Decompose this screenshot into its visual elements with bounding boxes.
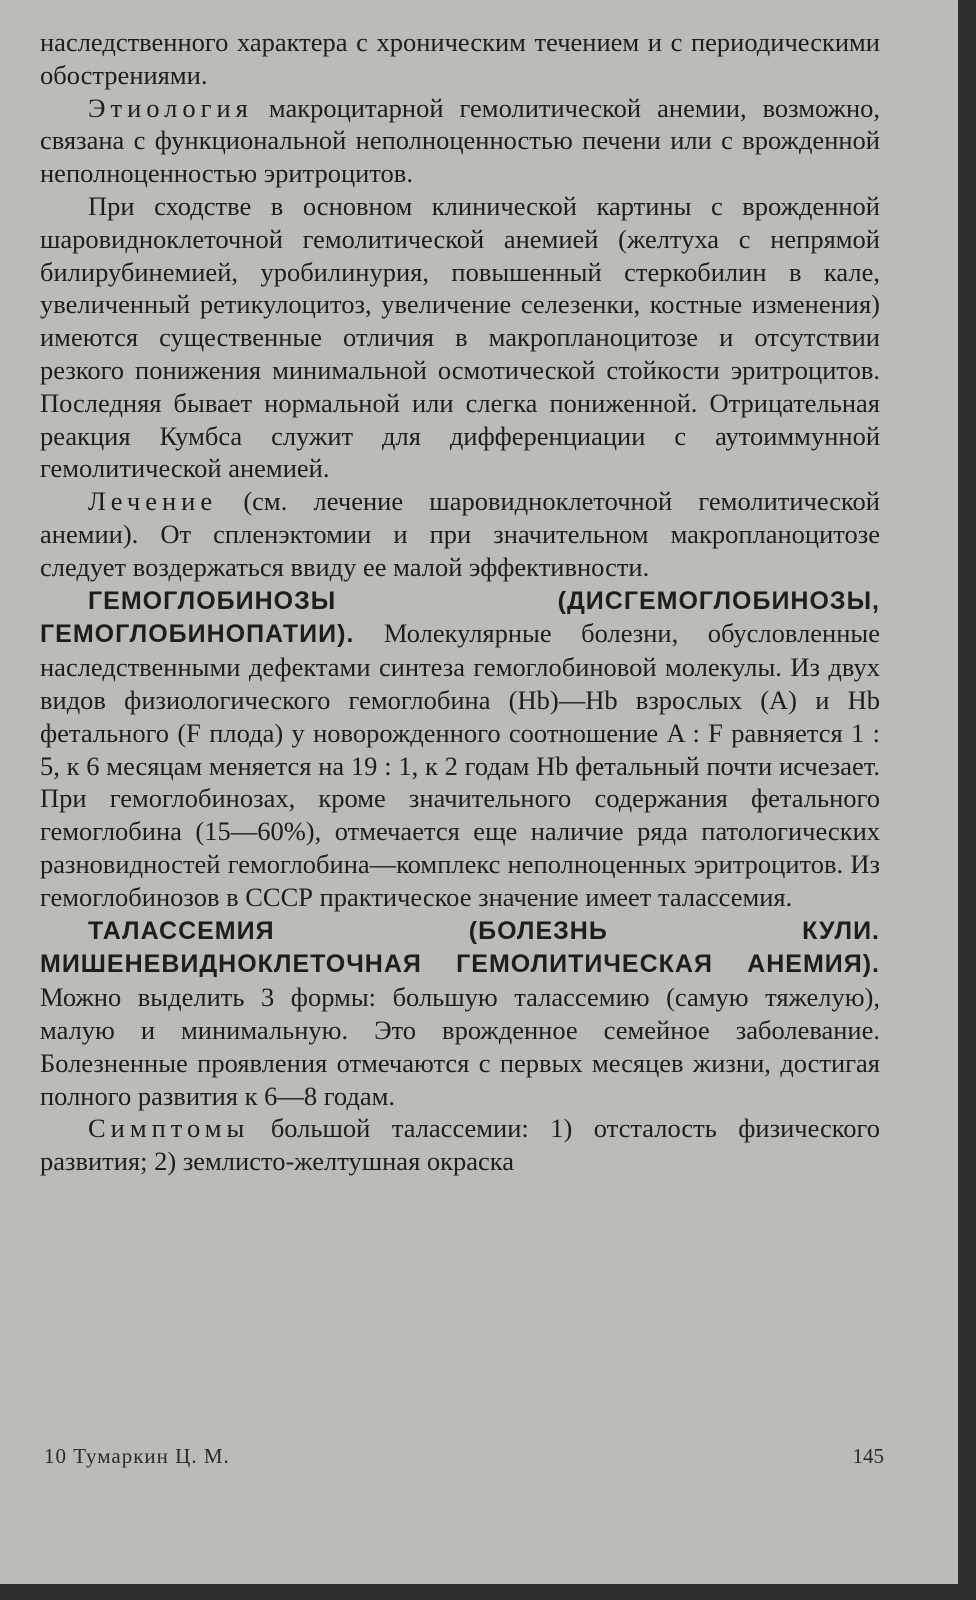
paragraph-continuation: наследственного характера с хроническим течением и с периодическими обострениями. (40, 27, 880, 90)
etiology-heading: Этиология (88, 92, 253, 123)
symptoms-heading: Симптомы (88, 1113, 250, 1144)
treatment-heading: Лечение (88, 486, 218, 517)
page-number: 145 (852, 1444, 884, 1468)
signature-mark: 10 Тумаркин Ц. М. (44, 1444, 230, 1468)
scan-edge-bottom (0, 1584, 976, 1600)
paragraph-symptoms: Симптомы большой талассемии: 1) отсталость физического развития; 2) землисто-желтушная окраска (40, 1113, 880, 1177)
paragraph-differential: При сходстве в основном клинической картины с врожденной шаровидноклеточной гемолитической анемией (желтуха с непрямой билирубинемией, уробилинурия, повышенный стеркобилин в кале, увеличенный ретикулоцитоз, увеличение селезенки, костные изменения) имеются существенные отличия в макропланоцитозе и отсутствии резкого понижения минимальной осмотической стойкости эритроцитов. Последняя бывает нормальной или слегка пониженной. Отрицательная реакция Кумбса служит для дифференциации с аутоиммунной гемолитической анемией. (40, 190, 880, 484)
paragraph-treatment: Лечение (см. лечение шаровидноклеточной гемолитической анемии). От спленэктомии и при значительном макропланоцитозе следует воздержаться ввиду ее малой эффективности. (40, 486, 880, 582)
paragraph-thalassemia: ТАЛАССЕМИЯ (БОЛЕЗНЬ КУЛИ. МИШЕНЕВИДНОКЛЕТОЧНАЯ ГЕМОЛИТИЧЕСКАЯ АНЕМИЯ). Можно выделить 3 формы: большую талассемию (самую тяжелую), малую и минимальную. Это врожденное семейное заболевание. Болезненные проявления отмечаются с первых месяцев жизни, достигая полного развития к 6—8 годам. (40, 916, 880, 1111)
thalassemia-heading: ТАЛАССЕМИЯ (БОЛЕЗНЬ КУЛИ. МИШЕНЕВИДНОКЛЕТОЧНАЯ ГЕМОЛИТИЧЕСКАЯ АНЕМИЯ). (40, 916, 880, 979)
scan-edge-right (958, 0, 976, 1600)
hemoglobinoses-heading: ГЕМОГЛОБИНОЗЫ (ДИСГЕМОГЛОБИНОЗЫ, ГЕМОГЛОБИНОПАТИИ). (40, 586, 880, 649)
paragraph-etiology: Этиология макроцитарной гемолитической анемии, возможно, связана с функциональной неполноценностью печени или с врожденной неполноценностью эритроцитов. (40, 92, 880, 189)
page-body (40, 26, 880, 1178)
paragraph-hemoglobinoses: ГЕМОГЛОБИНОЗЫ (ДИСГЕМОГЛОБИНОЗЫ, ГЕМОГЛОБИНОПАТИИ). Молекулярные болезни, обусловленные наследственными дефектами синтеза гемоглобиновой молекулы. Из двух видов физиологического гемоглобина (Hb)—Hb взрослых (A) и Hb фетального (F плода) у новорожденного соотношение A : F равняется 1 : 5, к 6 месяцам меняется на 19 : 1, к 2 годам Hb фетальный почти исчезает. При гемоглобинозах, кроме значительного содержания фетального гемоглобина (15—60%), отмечается еще наличие ряда патологических разновидностей гемоглобина—комплекс неполноценных эритроцитов. Из гемоглобинозов в СССР практическое значение имеет талассемия. (40, 586, 880, 912)
